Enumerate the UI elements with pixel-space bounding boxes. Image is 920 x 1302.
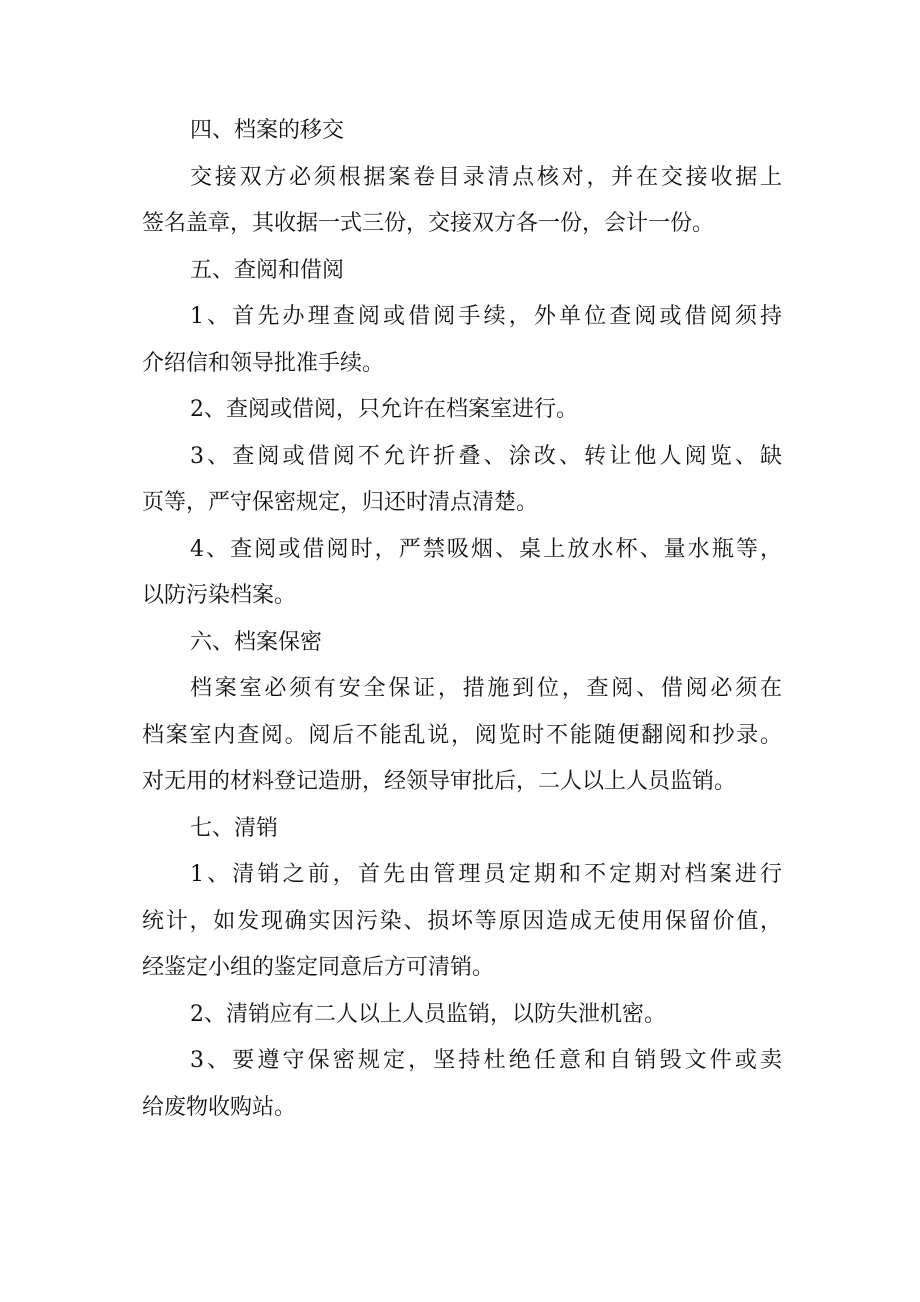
- section-heading-consult: 五、查阅和借阅: [190, 257, 345, 283]
- paragraph-line: 对无用的材料登记造册，经领导审批后，二人以上人员监销。: [142, 769, 737, 794]
- paragraph-line: 给废物收购站。: [142, 1094, 297, 1120]
- paragraph-line: 以防污染档案。: [142, 583, 297, 608]
- document-body: [142, 108, 782, 1131]
- section-heading-transfer: 四、档案的移交: [190, 118, 345, 143]
- paragraph-line: 交接双方必须根据案卷目录清点核对，并在交接收据上: [190, 164, 782, 190]
- paragraph-line: 档案室内查阅。阅后不能乱说，阅览时不能随便翻阅和抄录。: [142, 722, 782, 748]
- paragraph-line: 档案室必须有安全保证，措施到位，查阅、借阅必须在: [190, 676, 782, 701]
- paragraph-line: 1、清销之前，首先由管理员定期和不定期对档案进行: [190, 862, 782, 887]
- paragraph-line: 经鉴定小组的鉴定同意后方可清销。: [142, 955, 495, 980]
- paragraph-line: 4、查阅或借阅时，严禁吸烟、桌上放水杯、量水瓶等，: [190, 536, 782, 562]
- paragraph-line: 1、首先办理查阅或借阅手续，外单位查阅或借阅须持: [190, 304, 782, 329]
- paragraph-line: 3、查阅或借阅不允许折叠、涂改、转让他人阅览、缺: [190, 443, 782, 469]
- paragraph-line: 签名盖章，其收据一式三份，交接双方各一份，会计一份。: [142, 211, 715, 236]
- section-heading-confidentiality: 六、档案保密: [190, 629, 323, 655]
- section-heading-disposal: 七、清销: [190, 815, 279, 841]
- paragraph-line: 3、要遵守保密规定，坚持杜绝任意和自销毁文件或卖: [190, 1048, 782, 1073]
- paragraph-line: 介绍信和领导批准手续。: [142, 350, 385, 376]
- paragraph-line: 2、清销应有二人以上人员监销，以防失泄机密。: [190, 1001, 666, 1027]
- paragraph-line: 页等，严守保密规定，归还时清点清楚。: [142, 490, 539, 515]
- paragraph-line: 统计，如发现确实因污染、损坏等原因造成无使用保留价值，: [142, 908, 782, 934]
- paragraph-line: 2、查阅或借阅，只允许在档案室进行。: [190, 397, 578, 422]
